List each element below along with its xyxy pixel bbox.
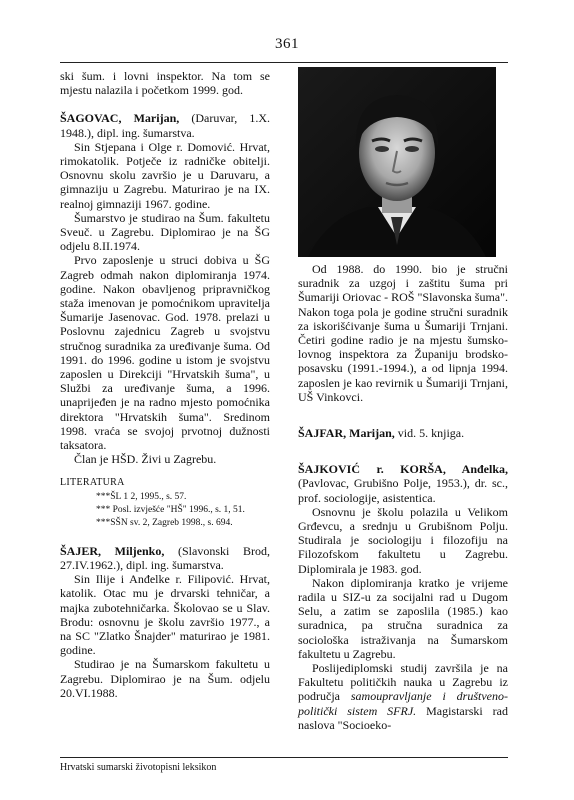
entry-heading-rest: (Slavonski Brod, 27.IV.1962.), dipl. ing. šumarstva. (60, 543, 270, 572)
portrait-photo (298, 67, 496, 257)
entry-heading-sajer (60, 544, 270, 572)
paragraph-text: Magistarski rad naslova "Socioeko- (298, 703, 509, 732)
entry-name: ŠAGOVAC, Marijan, (60, 111, 180, 126)
entry-heading-rest: vid. 5. knjiga. (394, 426, 465, 441)
entry-name: ŠAJFAR, Marijan, (298, 426, 395, 441)
footer-rule (60, 757, 508, 758)
italic-phrase: samoupravljanje i društveno-politički sistem SFRJ. (298, 689, 508, 718)
paragraph: Prvo zaposlenje u struci dobiva u ŠG Zagreb odmah nakon diplomiranja 1974. godine. Nakon obavljenog pripravničkog staža imenovan je pomoćnikom upravitelja Šumarije Jasenovac. God. 1978. prelazi u Poslovnu zajednicu Zagreb u svojstvu stručnog suradnika za uređivanje šuma. Od 1991. do 1996. godine u istom je svojstvu zaposlen u Direkciji "Hrvatskih šuma", u Službi za uređivanje šuma, a 1996. unaprijeđen je na radno mjesto pomoćnika direktora "Hrvatskih šuma". Sredinom 1998. vraća se svojoj prvotnoj dužnosti taksatora. (60, 253, 270, 453)
paragraph: Šumarstvo je studirao na Šum. fakultetu Sveuč. u Zagrebu. Diplomirao je na ŠG odjelu 8.II.1974. (60, 210, 270, 254)
right-column (298, 262, 508, 732)
paragraph: Osnovnu je školu polazila u Velikom Grđevcu, a srednju u Grubišnom Polju. Studirala je sociologiju i filozofiju na Filozofskom fakultetu u Zagrebu. Diplomirala je 1983. god. (298, 504, 508, 576)
continued-text: ski šum. i lovni inspektor. Na tom se mjestu nalazila i početkom 1999. god. (60, 69, 270, 98)
paragraph: Od 1988. do 1990. bio je stručni suradnik za uzgoj i zaštitu šuma pri Šumariji Oriovac - ROŠ "Slavonska šuma". Nakon toga pola je godine stručni suradnik za iskorišćivanje šuma u Šumariji Trnjani. Četiri godine radio je na mjestu šumsko-lovnog inspektora za Županiju brodsko-posavsku (1991.-1994.), a od lipnja 1994. zaposlen je kao revirnik u Šumariji Trnjani, UŠ Vinkovci. (298, 262, 508, 404)
entry-heading-sajfar (298, 426, 508, 440)
paragraph: Studirao je na Šumarskom fakultetu u Zagrebu. Diplomirao je na Šum. odjelu 20.VI.1988. (60, 657, 270, 700)
portrait-image (298, 67, 496, 257)
header-rule (60, 62, 508, 63)
entry-heading-rest: (Daruvar, 1.X. 1948.), dipl. ing. šumarstva. (60, 111, 270, 140)
paragraph: Član je HŠD. Živi u Zagrebu. (74, 452, 217, 467)
left-column (60, 69, 270, 700)
paragraph: Sin Ilije i Anđelke r. Filipović. Hrvat, katolik. Otac mu je drvarski tehničar, a majka zubotehničarka. Školovao se u Slav. Brodu: osnovnu je školu završio 1977., a na SC "Zlatko Šnajder" maturirao je 1981. godine. (60, 572, 270, 658)
literature-item: ***ŠL 1 2, 1995., s. 57. (96, 491, 187, 502)
paragraph: Nakon diplomiranja kratko je vrijeme radila u SIZ-u za socijalni rad u Dugom Selu, a zatim se zaposlila (1985.) kao suradnica, pa stručna suradnica za sociološka istraživanja na Šumarskom fakultetu u Zagrebu. (298, 575, 508, 661)
paragraph-text: Poslijediplomski studij završila je na Fakultetu političkih nauka u Zagrebu iz područja (298, 661, 508, 704)
literature-heading: LITERATURA (60, 477, 125, 489)
literature-item: ***SŠN sv. 2, Zagreb 1998., s. 694. (96, 517, 233, 528)
entry-name: ŠAJER, Miljenko, (60, 543, 165, 558)
paragraph (298, 661, 508, 732)
paragraph: Sin Stjepana i Olge r. Domović. Hrvat, rimokatolik. Potječe iz radničke obitelji. Osnovnu skolu završio je u Daruvaru, a gimnaziju u Zagrebu. Maturirao je na IX. realnoj gimnaziji 1967. godine. (60, 139, 270, 211)
entry-heading-sajkovic (298, 462, 508, 505)
entry-name: ŠAJKOVIĆ r. KORŠA, Anđelka, (298, 462, 508, 477)
entry-heading-rest: (Pavlovac, Grubišno Polje, 1953.), dr. sc., prof. sociologije, asistentica. (298, 476, 508, 505)
entry-heading-sagovac (60, 111, 270, 139)
page-number: 361 (275, 36, 299, 52)
literature-item: *** Posl. izvješće "HŠ" 1996., s. 1, 51. (96, 504, 245, 515)
footer-text: Hrvatski sumarski životopisni leksikon (60, 762, 217, 773)
